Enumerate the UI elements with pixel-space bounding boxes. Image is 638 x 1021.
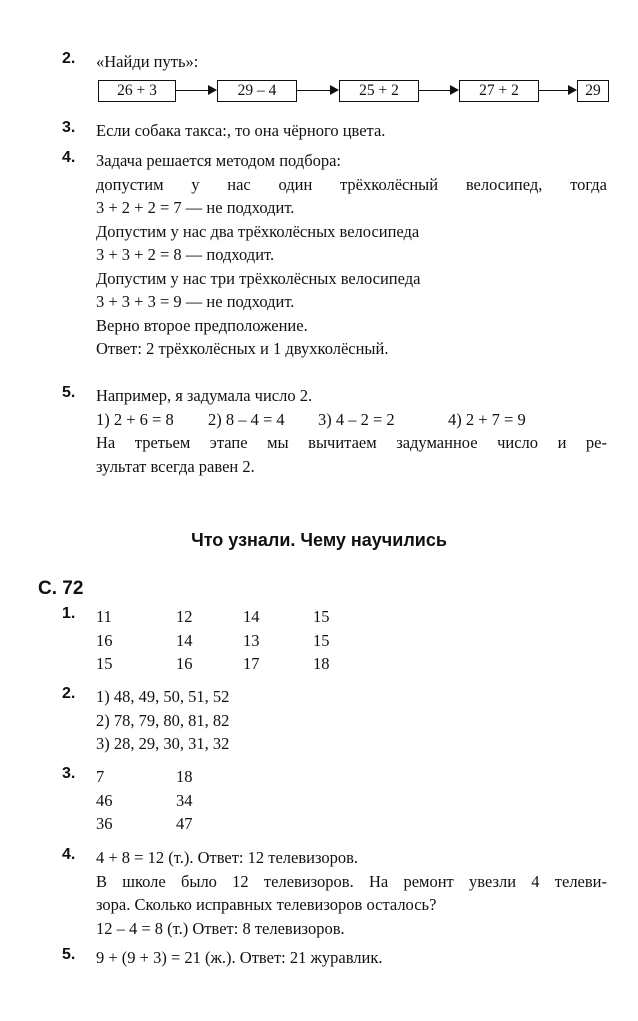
number-cell: 13	[243, 630, 260, 650]
task-line: 12 – 4 = 8 (т.) Ответ: 8 телевизоров.	[96, 918, 345, 938]
arrow-right-icon	[419, 90, 457, 91]
task-number: 2.	[62, 50, 76, 67]
path-box: 27 + 2	[459, 80, 539, 102]
number-cell: 18	[176, 767, 193, 786]
task-number: 5.	[62, 946, 76, 963]
task-number: 1.	[62, 605, 76, 622]
steps-row	[96, 408, 607, 432]
arrow-right-icon	[176, 90, 215, 91]
number-cell: 15	[313, 630, 330, 650]
number-cell: 16	[176, 654, 193, 673]
task-line: зора. Сколько исправных телевизоров осталось?	[96, 895, 437, 914]
task-line: В школе было 12 телевизоров. На ремонт увезли 4 телеви-	[96, 871, 607, 891]
sequence-line: 1) 48, 49, 50, 51, 52	[96, 687, 230, 706]
step: 3) 4 – 2 = 2	[318, 409, 395, 429]
task-line: 3 + 3 + 2 = 8 — подходит.	[96, 245, 275, 264]
number-cell: 14	[176, 630, 193, 650]
page-reference: С. 72	[38, 578, 84, 599]
section-heading: Что узнали. Чему научились	[191, 530, 447, 550]
task-number: 2.	[62, 685, 76, 702]
s2-task-3	[62, 765, 607, 836]
task-number: 4.	[62, 846, 76, 863]
task-number: 5.	[62, 384, 76, 401]
s2-task-5	[62, 946, 607, 970]
number-cell: 11	[96, 607, 112, 626]
task-line: 4 + 8 = 12 (т.). Ответ: 12 телевизоров.	[96, 848, 359, 867]
path-box: 29 – 4	[217, 80, 297, 102]
task-label: «Найди путь»:	[96, 52, 199, 71]
task-text: 9 + (9 + 3) = 21 (ж.). Ответ: 21 журавлик.	[96, 948, 383, 967]
task-line: 3 + 2 + 2 = 7 — не подходит.	[96, 198, 295, 217]
path-box: 25 + 2	[339, 80, 419, 102]
arrow-right-icon	[539, 90, 575, 91]
number-cell: 15	[96, 654, 113, 673]
task-2-find-path	[62, 50, 607, 106]
number-cell: 12	[176, 607, 193, 626]
task-line: Допустим у нас три трёхколёсных велосипеда	[96, 268, 421, 288]
number-cell: 34	[176, 790, 193, 810]
number-row	[96, 765, 607, 789]
path-box: 26 + 3	[98, 80, 176, 102]
task-line: Задача решается методом подбора:	[96, 151, 342, 170]
number-cell: 15	[313, 607, 330, 626]
number-cell: 36	[96, 814, 113, 833]
path-box: 29	[577, 80, 609, 102]
task-line: Допустим у нас два трёхколёсных велосипеда	[96, 221, 420, 241]
task-line: На третьем этапе мы вычитаем задуманное число и ре-	[96, 433, 607, 452]
task-line: Ответ: 2 трёхколёсных и 1 двухколёсный.	[96, 339, 389, 358]
step: 4) 2 + 7 = 9	[448, 409, 526, 429]
task-line: Например, я задумала число 2.	[96, 386, 313, 405]
task-number: 3.	[62, 765, 76, 782]
number-cell: 47	[176, 814, 193, 833]
sequence-line: 3) 28, 29, 30, 31, 32	[96, 734, 230, 753]
number-cell: 46	[96, 790, 113, 810]
s2-task-1	[62, 605, 607, 676]
arrow-right-icon	[297, 90, 337, 91]
number-cell: 18	[313, 654, 330, 673]
task-4	[62, 149, 607, 361]
task-line: допустим у нас один трёхколёсный велосипед, тогда	[96, 174, 607, 194]
number-row	[96, 789, 607, 813]
task-number: 3.	[62, 119, 76, 136]
task-5	[62, 384, 607, 478]
number-cell: 14	[243, 607, 260, 626]
step: 2) 8 – 4 = 4	[208, 409, 285, 429]
number-row	[96, 812, 607, 836]
task-line: Верно второе предположение.	[96, 315, 308, 335]
number-row	[96, 652, 607, 676]
task-line: зультат всегда равен 2.	[96, 456, 255, 476]
number-row	[96, 605, 607, 629]
task-number: 4.	[62, 149, 76, 166]
number-cell: 16	[96, 630, 113, 650]
number-cell: 17	[243, 654, 260, 673]
s2-task-4	[62, 846, 607, 940]
task-line: 3 + 3 + 3 = 9 — не подходит.	[96, 292, 295, 311]
number-row	[96, 629, 607, 653]
task-3	[62, 119, 607, 143]
number-cell: 7	[96, 767, 105, 786]
step: 1) 2 + 6 = 8	[96, 409, 174, 429]
sequence-line: 2) 78, 79, 80, 81, 82	[96, 710, 230, 730]
s2-task-2	[62, 685, 607, 756]
task-text: Если собака такса:, то она чёрного цвета.	[96, 121, 386, 140]
path-chain	[96, 78, 607, 106]
